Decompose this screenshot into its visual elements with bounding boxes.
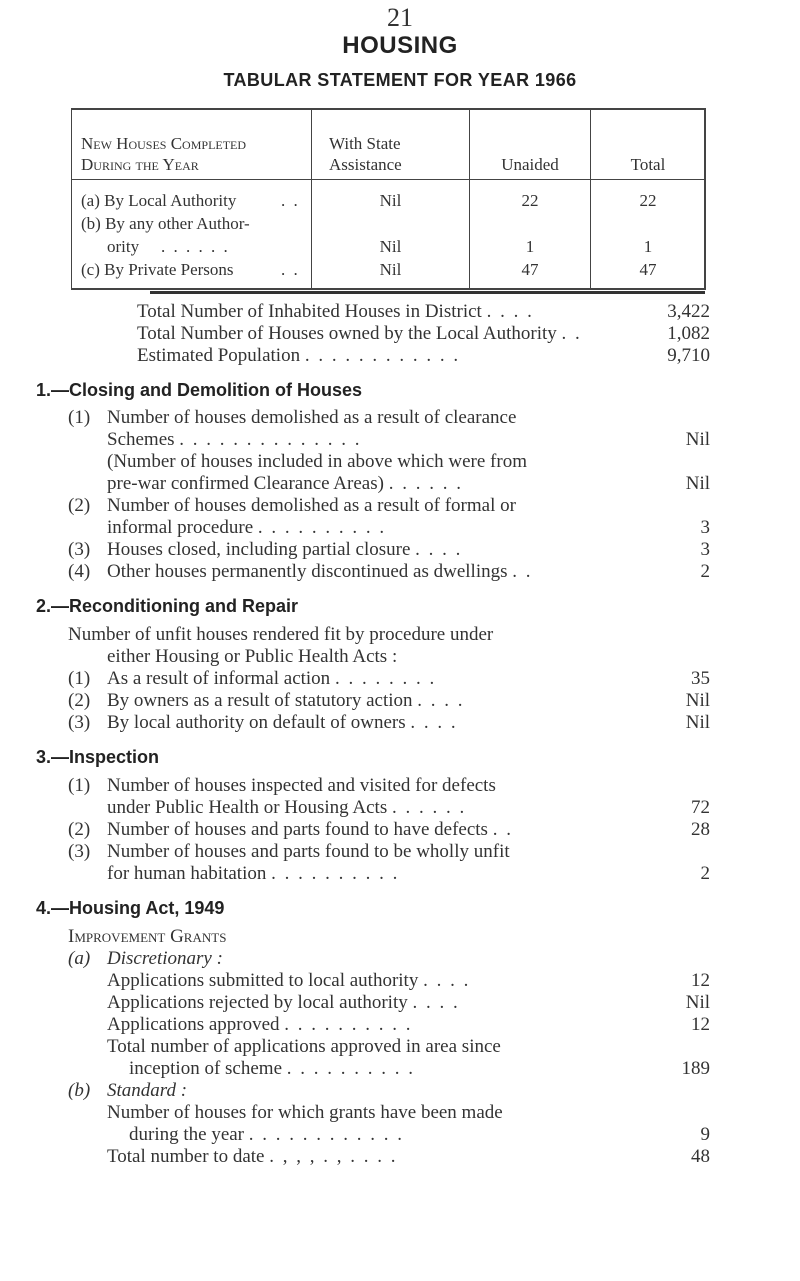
s4-a-title: Discretionary : — [107, 948, 223, 969]
table-row-a-total: 22 — [639, 191, 657, 210]
s1-item2-line2: informal procedure . . . . . . . . . . — [107, 517, 387, 538]
s2-item2-value: Nil — [685, 690, 710, 711]
s1-item1-num: (1) — [68, 407, 91, 428]
table-header-divider — [71, 179, 706, 180]
header-col2 — [329, 133, 459, 175]
s3-item2-value: 28 — [691, 819, 710, 840]
header-col1-line2: During the Year — [81, 155, 199, 174]
s4-a-item3-value: 12 — [691, 1014, 710, 1035]
s1-item1b-line2: pre-war confirmed Clearance Areas) . . . . . . — [107, 473, 463, 494]
summary-inhabited-label: Total Number of Inhabited Houses in District . . . . — [137, 301, 534, 322]
s2-item1-num: (1) — [68, 668, 91, 689]
table-row-c-total: 47 — [639, 260, 657, 279]
s2-item3-num: (3) — [68, 712, 91, 733]
section-2-heading: 2.—Reconditioning and Repair — [36, 596, 299, 616]
s4-a-label: (a) — [68, 948, 91, 969]
summary-owned-label: Total Number of Houses owned by the Local Authority . . — [137, 323, 582, 344]
s3-item1-value: 72 — [691, 797, 710, 818]
table-row-b-label-line2: ority — [107, 237, 140, 256]
header-col2-line2: Assistance — [329, 155, 402, 174]
s1-item2-num: (2) — [68, 495, 91, 516]
s4-subheading: Improvement Grants — [68, 926, 227, 947]
page-number: 21 — [387, 3, 413, 32]
s3-item1-line1: Number of houses inspected and visited for defects — [107, 775, 496, 796]
table-row-b-total: 1 — [643, 237, 653, 256]
s4-b-item2-value: 48 — [691, 1146, 710, 1167]
s2-item2-line1: By owners as a result of statutory action . . . . — [107, 690, 465, 711]
header-col4: Total — [630, 155, 666, 174]
s2-item2-num: (2) — [68, 690, 91, 711]
s1-item4-line1: Other houses permanently discontinued as dwellings . . — [107, 561, 533, 582]
s3-item3-value: 2 — [700, 863, 710, 884]
table-row-a-state: Nil — [379, 191, 402, 210]
s2-intro-line1: Number of unfit houses rendered fit by procedure under — [68, 624, 494, 645]
section-1-heading: 1.—Closing and Demolition of Houses — [36, 380, 363, 400]
table-row-b-label-line1: (b) By any other Author- — [81, 214, 250, 233]
table-row-c-dots: . . — [281, 260, 300, 279]
s4-a-item1-value: 12 — [691, 970, 710, 991]
s4-a-item4-line2: inception of scheme . . . . . . . . . . — [129, 1058, 416, 1079]
table-row-b-dots: . . . . . . — [161, 237, 230, 256]
s1-item1b-value: Nil — [685, 473, 710, 494]
summary-population-label: Estimated Population . . . . . . . . . . . . — [137, 345, 461, 366]
s4-b-item1-line2: during the year . . . . . . . . . . . . — [129, 1124, 405, 1145]
s1-item3-value: 3 — [700, 539, 710, 560]
s4-b-item1-value: 9 — [700, 1124, 710, 1145]
s4-a-item3: Applications approved . . . . . . . . . . — [107, 1014, 413, 1035]
s4-a-item2: Applications rejected by local authority . . . . — [107, 992, 460, 1013]
table-row-c-state: Nil — [379, 260, 402, 279]
table-row-a-label: (a) By Local Authority — [81, 191, 237, 210]
s2-item1-value: 35 — [691, 668, 710, 689]
s4-b-item1-line1: Number of houses for which grants have been made — [107, 1102, 503, 1123]
table-top-border — [71, 108, 706, 110]
table-left-border — [71, 108, 72, 290]
s4-b-title: Standard : — [107, 1080, 188, 1101]
summary-inhabited-value: 3,422 — [667, 301, 710, 322]
s3-item1-line2: under Public Health or Housing Acts . . . . . . — [107, 797, 467, 818]
s1-item1-line2: Schemes . . . . . . . . . . . . . . — [107, 429, 362, 450]
s3-item3-line1: Number of houses and parts found to be wholly unfit — [107, 841, 510, 862]
s1-item2-value: 3 — [700, 517, 710, 538]
s1-item2-line1: Number of houses demolished as a result of formal or — [107, 495, 516, 516]
table-row-c-label: (c) By Private Persons — [81, 260, 234, 279]
s4-a-item1: Applications submitted to local authority . . . . — [107, 970, 471, 991]
table-row-a-dots: . . — [281, 191, 300, 210]
s2-item1-line1: As a result of informal action . . . . . . . . — [107, 668, 437, 689]
s4-a-item4-value: 189 — [681, 1058, 710, 1079]
s1-item4-value: 2 — [700, 561, 710, 582]
table-bottom-border — [71, 288, 706, 290]
summary-owned-value: 1,082 — [667, 323, 710, 344]
s3-item3-num: (3) — [68, 841, 91, 862]
s1-item1-line1: Number of houses demolished as a result of clearance — [107, 407, 517, 428]
table-row-c-unaided: 47 — [521, 260, 539, 279]
s1-item1b-line1: (Number of houses included in above which were from — [107, 451, 527, 472]
s1-item3-num: (3) — [68, 539, 91, 560]
header-col1-line1: New Houses Completed — [81, 134, 247, 153]
s1-item4-num: (4) — [68, 561, 91, 582]
s3-item2-line1: Number of houses and parts found to have defects . . — [107, 819, 513, 840]
table-row-a-unaided: 22 — [521, 191, 539, 210]
table-row-b-unaided: 1 — [525, 237, 535, 256]
s2-item3-line1: By local authority on default of owners . . . . — [107, 712, 458, 733]
section-4-heading: 4.—Housing Act, 1949 — [36, 898, 225, 918]
page-title: HOUSING — [342, 32, 458, 59]
header-col2-line1: With State — [329, 134, 401, 153]
s1-item3-line1: Houses closed, including partial closure . . . . — [107, 539, 463, 560]
header-col3: Unaided — [501, 155, 559, 174]
s3-item1-num: (1) — [68, 775, 91, 796]
s4-a-item2-value: Nil — [685, 992, 710, 1013]
s4-b-item2: Total number to date . , , , . , . . . . — [107, 1146, 398, 1167]
header-col1 — [81, 133, 306, 175]
s3-item3-line2: for human habitation . . . . . . . . . . — [107, 863, 400, 884]
s3-item2-num: (2) — [68, 819, 91, 840]
s4-b-label: (b) — [68, 1080, 91, 1101]
divider-rule — [150, 291, 705, 294]
s2-item3-value: Nil — [685, 712, 710, 733]
s2-intro-line2: either Housing or Public Health Acts : — [107, 646, 398, 667]
s4-a-item4-line1: Total number of applications approved in area since — [107, 1036, 501, 1057]
summary-population-value: 9,710 — [667, 345, 710, 366]
page-subtitle: TABULAR STATEMENT FOR YEAR 1966 — [223, 70, 577, 90]
table-row-b-state: Nil — [379, 237, 402, 256]
s1-item1-value: Nil — [685, 429, 710, 450]
section-3-heading: 3.—Inspection — [36, 747, 160, 767]
